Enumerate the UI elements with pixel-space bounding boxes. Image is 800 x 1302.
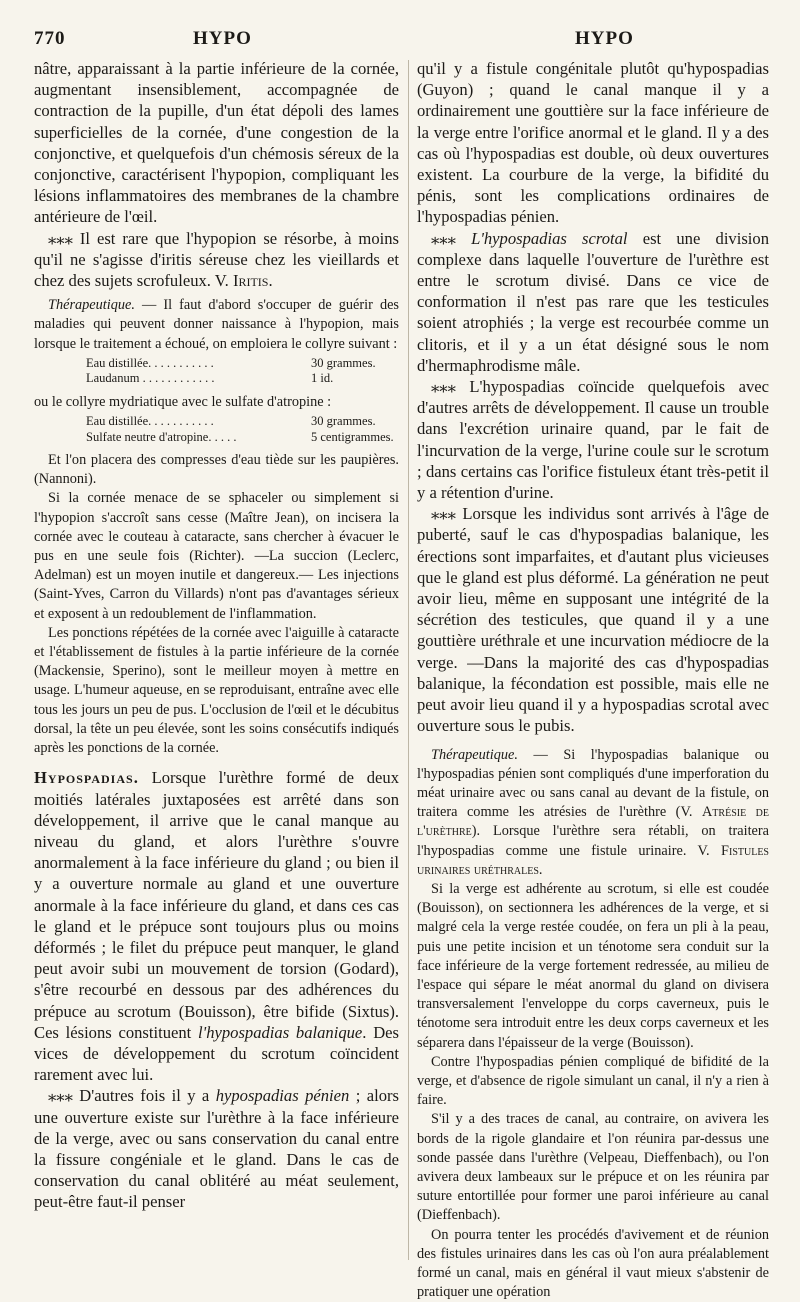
paragraph: Contre l'hypospadias pénien compliqué de bifidité de la verge, et d'absence de rigole simulant un canal, il n'y a rien à faire. [417, 1053, 769, 1109]
paragraph: nâtre, apparaissant à la partie inférieure de la cornée, augmentant insensiblement, accompagnée de contraction de la pupille, d'un état dépoli des lames superficielles de la cornée, d'une congestion de la conjonctive, et quelquefois d'un chémosis séreux de la conjonctive, caractérisent l'hypopion, compliquant les lésions inflammatoires des membranes de la chambre antérieure de l'œil. [34, 59, 399, 227]
cross-reference: Iritis. [232, 271, 273, 291]
recipe-row: Laudanum . . . . . . . . . . . . 1 id. [86, 371, 334, 386]
column-divider [408, 60, 409, 1260]
paragraph: ⁎⁎⁎ L'hypospadias scrotal est une division complexe dans laquelle l'ouverture de l'urèthre est entre le scrotum divisé. Dans ce vice de conformation il n'est pas rare que les testicules soient atrophiés ; la verge est recourbée comme un clitoris, et il y a un état désigné sous le nom d'hermaphrodisme mâle. [417, 228, 769, 375]
header-left-word: HYPO [193, 28, 252, 49]
paragraph: Thérapeutique. — Il faut d'abord s'occuper de guérir des maladies qui peuvent donner naissance à l'hypopion, mais lorsque le traitement a échoué, on emploiera le collyre suivant : [34, 297, 399, 352]
recipe-list [86, 356, 399, 387]
recipe-row: Sulfate neutre d'atropine. . . . . 5 centigrammes. [86, 429, 394, 444]
paragraph: Et l'on placera des compresses d'eau tiède sur les paupières. (Nannoni). [34, 452, 399, 488]
paragraph: On pourra tenter les procédés d'avivement et de réunion des fistules urinaires dans les cas où l'on aura préalablement formé un canal, mais en général il vaut mieux s'abstenir de pratiquer une opération [417, 1226, 769, 1301]
section-label: Thérapeutique. [48, 297, 135, 314]
paragraph: Si la cornée menace de se sphaceler ou simplement si l'hypopion s'accroît sans cesse (Maître Jean), on incisera la cornée avec le couteau à cataracte, sans chercher à évacuer le pus en une seule fois (Richter). —La succion (Leclerc, Adelman) est un moyen inutile et dangereux.— Les injections (Saint-Yves, Carron du Villards) n'ont pas d'avantages sérieux et exposent à un redoublement de l'inflammation. [34, 490, 399, 622]
running-header [0, 28, 800, 58]
paragraph: Si la verge est adhérente au scrotum, si elle est coudée (Bouisson), on sectionnera les adhérences de la verge, et si malgré cela la verge restée coudée, on fera un pli à la peau, puis une petite incision et un ténotome sera conduit sur la face inférieure de la verge fortement redressée, au milieu de l'espace qui sépare le méat anormal du gland on divisera transversalement l'enveloppe du corps caverneux, puis le ténotome sera introduit entre les deux corps caverneux et les séparera dans l'épaisseur de la verge (Bouisson). [417, 880, 769, 1051]
paragraph: ⁎⁎⁎ D'autres fois il y a hypospadias pénien ; alors une ouverture existe sur l'urèthre à la face inférieure de la verge, avec ou sans conservation du canal entre la fissure congéniale et le gland. Dans le cas de conservation du canal oblitéré au méat seulement, peut-être faut-il penser [34, 1086, 399, 1212]
section-label: Thérapeutique. [431, 746, 518, 763]
recipe-row: Eau distillée. . . . . . . . . . . 30 grammes. [86, 414, 376, 429]
left-column [34, 58, 399, 1213]
paragraph: ⁎⁎⁎ L'hypospadias coïncide quelquefois avec d'autres arrêts de développement. Il cause un trouble dans l'excrétion urinaire quand, par le fait de l'incurvation de la verge, l'urine coule sur le scrotum ; dans certains cas l'orifice fistuleux étant très-petit il y a rétention d'urine. [417, 377, 769, 503]
paragraph: S'il y a des traces de canal, au contraire, on avivera les bords de la rigole glandaire et l'on réunira par-dessus une sonde passée dans l'urèthre (Velpeau, Dieffenbach), ou l'on avivera deux lambeaux sur le prépuce et on les réunira par suture entortillée pour former une paroi inférieure au canal (Dieffenbach). [417, 1111, 769, 1224]
recipe-list [86, 414, 399, 445]
entry-headword: Hypospadias. [34, 768, 139, 788]
paragraph: Les ponctions répétées de la cornée avec l'aiguille à cataracte et l'établissement de fistules à la partie inférieure de la cornée (Mackensie, Sperino), sont le meilleur moyen à mettre en usage. L'humeur aqueuse, en se reproduisant, entraîne avec elle tous les jours un peu de pus. L'occlusion de l'œil et le décubitus dorsal, la tête un peu élevée, sont les soins consécutifs indiqués après les ponctions de la cornée. [34, 624, 399, 757]
page-number: 770 [34, 28, 66, 49]
right-column [417, 58, 769, 1302]
recipe-row: Eau distillée. . . . . . . . . . . 30 grammes. [86, 355, 376, 370]
paragraph: qu'il y a fistule congénitale plutôt qu'hypospadias (Guyon) ; quand le canal manque il y a ordinairement une gouttière sur la face inférieure de la verge entre l'orifice anormal et le gland. Il y a des cas où l'hypospadias est double, où deux ouvertures existent. La courbure de la verge, la bifidité du pénis, sont les complications ordinaires de l'hypospadias pénien. [417, 59, 769, 227]
paragraph: ⁎⁎⁎ Lorsque les individus sont arrivés à l'âge de puberté, sauf le cas d'hypospadias balanique, les érections sont imparfaites, et d'autant plus vicieuses que le gland est plus déformé. La génération ne peut avoir lieu, même en supposant une intégrité de la sécrétion des testicules, que quand il y a une gouttière uréthrale et une incurvation médiocre de la verge. —Dans la majorité des cas d'hypospadias balanique, la fécondation est possible, mais elle ne peut avoir lieu quand il y a hypospadias scrotal avec ouverture sous le pubis. [417, 504, 769, 736]
header-right-word: HYPO [575, 28, 634, 49]
paragraph: Thérapeutique. — Si l'hypospadias balanique ou l'hypospadias pénien sont compliqués d'une imperforation du méat urinaire avec ou sans canal au devant de la fistule, on traitera comme les atrésies de l'urèthre (V. Atrésie de l'urèthre). Lorsque l'urèthre sera rétabli, on traitera l'hypospadias comme une fistule urinaire. V. Fistules urinaires uréthrales. [417, 746, 770, 878]
cross-reference: Atrésie de l'urèthre [417, 804, 770, 840]
dictionary-entry: Hypospadias. Lorsque l'urèthre formé de deux moitiés latérales juxtaposées est arrêté dans son développement, il arrive que le canal manque au niveau du gland, et alors l'urèthre s'ouvre anormalement à la face inférieure du gland ; ou bien il y a ouverture normale au gland et une ouverture anormale à la face inférieure du gland, et dans ces cas le gland et le prépuce sont toujours plus ou moins déformés ; le filet du prépuce peut manquer, le gland peut avoir subi un mouvement de torsion (Godard), s'être recourbé en dessous par des adhérences du prépuce au scrotum (Bouisson), être bifide (Sixtus). Ces lésions constituent l'hypospadias balanique. Des vices de développement du scrotum coïncident rarement avec lui. [34, 768, 399, 1085]
cross-reference: Fistules urinaires uréthrales. [417, 842, 769, 878]
paragraph: ⁎⁎⁎ Il est rare que l'hypopion se résorbe, à moins qu'il ne s'agisse d'iritis séreuse chez les vieillards et chez des sujets scrofuleux. V. Iritis. [34, 228, 399, 291]
paragraph: ou le collyre mydriatique avec le sulfate d'atropine : [34, 393, 332, 410]
